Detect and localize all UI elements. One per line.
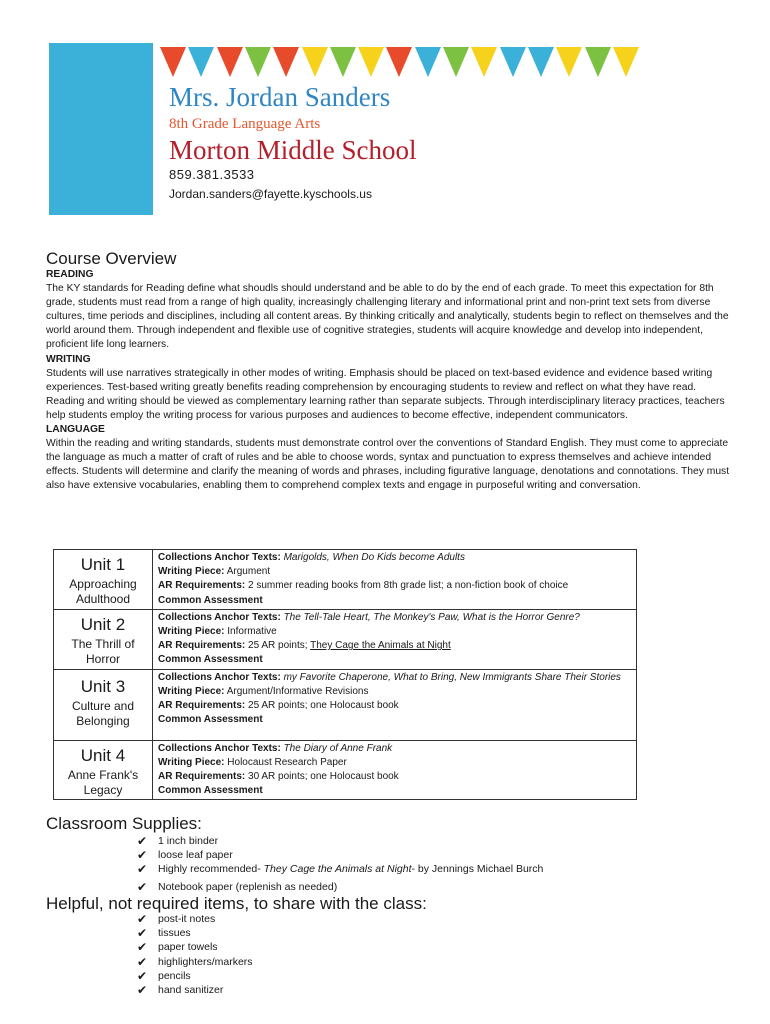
- writing-piece: Argument: [226, 566, 271, 578]
- unit-theme: Culture and Belonging: [71, 698, 135, 728]
- school-name: Morton Middle School: [169, 135, 417, 165]
- ar-label: AR Requirements:: [158, 580, 246, 592]
- unit-details: [153, 740, 637, 800]
- unit-row: [54, 609, 637, 669]
- unit-details: [153, 609, 637, 669]
- checkmark-icon: ✔: [137, 954, 148, 969]
- anchor-texts: my Favorite Chaperone, What to Bring, New Immigrants Share Their Stories: [283, 671, 621, 683]
- course-overview-title: Course Overview: [46, 249, 177, 268]
- units-table: [53, 549, 637, 800]
- reading-heading: READING: [46, 269, 94, 280]
- pennant-flag: [613, 47, 639, 77]
- unit-row: [54, 740, 637, 800]
- ar-label: AR Requirements:: [158, 640, 246, 652]
- list-item: ✔ pencils: [137, 968, 191, 983]
- list-item: ✔ post-it notes: [137, 912, 216, 926]
- common-assessment: Common Assessment: [158, 714, 263, 726]
- writing-label: Writing Piece:: [158, 626, 225, 638]
- pennant-flag: [160, 47, 186, 77]
- pennant-flag: [273, 47, 299, 77]
- pennant-flag: [528, 47, 554, 77]
- unit-details: [153, 550, 637, 610]
- unit-name: Unit 2: [80, 614, 126, 634]
- anchor-label: Collections Anchor Texts:: [158, 552, 281, 563]
- pennant-flag: [443, 47, 469, 77]
- unit-theme: Anne Frank's Legacy: [67, 767, 139, 797]
- unit-row: [54, 669, 637, 740]
- writing-label: Writing Piece:: [158, 566, 225, 578]
- pennant-flag: [217, 47, 243, 77]
- anchor-texts: The Tell-Tale Heart, The Monkey's Paw, What is the Horror Genre?: [283, 611, 580, 623]
- writing-piece: Informative: [227, 626, 277, 638]
- list-item: ✔ highlighters/markers: [137, 954, 253, 969]
- writing-text: Students will use narratives strategically in other modes of writing. Emphasis should be placed on text-based evidence and evidence based writing experiences. Test-based writing greatly benefits reading comprehension by encouraging students to review and reflect on what they have read. Reading and writing should be viewed as complementary learning rather than separate subjects. Through interdisciplinary literacy practices, teachers help students employ the writing process for various purposes and audiences to become effective, independent communicators.: [46, 367, 725, 421]
- unit-theme: The Thrill of Horror: [71, 636, 135, 666]
- ar-label: AR Requirements:: [158, 700, 246, 712]
- unit-name: Unit 3: [80, 676, 126, 696]
- pennant-flag: [471, 47, 497, 77]
- unit-label-cell: [54, 740, 153, 800]
- list-item: ✔ paper towels: [137, 940, 218, 955]
- writing-piece: Holocaust Research Paper: [227, 756, 347, 768]
- ar-label: AR Requirements:: [158, 771, 246, 783]
- checkmark-icon: ✔: [137, 968, 148, 983]
- helpful-items-list: [137, 912, 253, 997]
- pennant-flag: [556, 47, 582, 77]
- ar-requirements: 2 summer reading books from 8th grade list; a non-fiction book of choice: [245, 580, 569, 592]
- ar-requirements: 30 AR points; one Holocaust book: [248, 771, 399, 783]
- unit-details: [153, 669, 637, 740]
- anchor-label: Collections Anchor Texts:: [158, 671, 281, 683]
- checkmark-icon: ✔: [137, 834, 148, 848]
- helpful-items-title: Helpful, not required items, to share with the class:: [46, 894, 427, 913]
- language-heading: LANGUAGE: [46, 424, 105, 436]
- list-item: ✔ loose leaf paper: [137, 848, 233, 863]
- checkmark-icon: ✔: [137, 940, 148, 955]
- email-address[interactable]: Jordan.sanders@fayette.kyschools.us: [169, 187, 372, 201]
- anchor-texts: Marigolds, When Do Kids become Adults: [283, 552, 465, 563]
- common-assessment: Common Assessment: [158, 785, 263, 797]
- list-item: ✔ hand sanitizer: [137, 983, 224, 998]
- pennant-flag: [585, 47, 611, 77]
- pennant-flag: [330, 47, 356, 77]
- list-item: ✔ tissues: [137, 926, 191, 941]
- recommended-book-title: They Cage the Animals at Night: [263, 863, 412, 876]
- pennant-flag: [302, 47, 328, 77]
- unit-row: [54, 550, 637, 610]
- writing-label: Writing Piece:: [158, 685, 225, 697]
- pennant-flag: [386, 47, 412, 77]
- list-item: ✔ Highly recommended- They Cage the Animals at Night- by Jennings Michael Burch: [137, 862, 544, 877]
- checkmark-icon: ✔: [137, 983, 148, 998]
- common-assessment: Common Assessment: [158, 654, 263, 666]
- unit-label-cell: [54, 550, 153, 610]
- ar-requirements: 25 AR points;: [248, 640, 311, 652]
- writing-heading: WRITING: [46, 353, 91, 365]
- unit-name: Unit 4: [80, 745, 126, 765]
- checkmark-icon: ✔: [137, 848, 148, 863]
- writing-piece: Argument/Informative Revisions: [226, 685, 369, 697]
- anchor-label: Collections Anchor Texts:: [158, 611, 281, 623]
- reading-text: The KY standards for Reading define what shoudls should understand and be able to do by the end of each grade. To meet this expectation for 8th grade, students must read from a range of high quality, increasingly challenging literary and informational print and non-print text sets from diverse cultures, time periods and disciplines, including all content areas. By thinking critically and analytically, students begin to reflect on themselves and the world around them. Through independent and flexible use of cognitive strategies, students will acquire knowledge and develop into independent, proficient life long learners.: [46, 283, 729, 351]
- pennant-flag: [500, 47, 526, 77]
- header-color-block: [49, 43, 153, 215]
- checkmark-icon: ✔: [137, 912, 148, 926]
- unit-name: Unit 1: [80, 555, 126, 574]
- checkmark-icon: ✔: [137, 926, 148, 941]
- checkmark-icon: ✔: [137, 862, 148, 877]
- pennant-flag: [245, 47, 271, 77]
- course-subtitle: 8th Grade Language Arts: [169, 116, 321, 132]
- list-item: ✔ Notebook paper (replenish as needed): [137, 879, 338, 894]
- pennant-flag: [415, 47, 441, 77]
- anchor-label: Collections Anchor Texts:: [158, 742, 281, 754]
- pennant-flag: [188, 47, 214, 77]
- checkmark-icon: ✔: [137, 879, 148, 894]
- unit-label-cell: [54, 609, 153, 669]
- classroom-supplies-title: Classroom Supplies:: [46, 814, 202, 833]
- ar-book-link[interactable]: They Cage the Animals at Night: [310, 640, 451, 652]
- list-item: ✔ 1 inch binder: [137, 834, 219, 848]
- pennant-flag: [358, 47, 384, 77]
- common-assessment: Common Assessment: [158, 594, 263, 606]
- anchor-texts: The Diary of Anne Frank: [283, 742, 393, 754]
- language-text: Within the reading and writing standards, students must demonstrate control over the conventions of Standard English. They must come to appreciate the language as much a matter of craft of rules and be able to choose words, syntax and punctuation to express themselves and achieve intended effects. Students will determine and clarify the meaning of words and phrases, including figurative language, denotations and connotations. They must also have extensive vocabularies, enabling them to comprehend complex texts and engage in purposeful writing and conversation.: [46, 438, 730, 492]
- teacher-name: Mrs. Jordan Sanders: [169, 82, 391, 112]
- course-overview: [46, 268, 730, 494]
- unit-theme: Approaching Adulthood: [69, 577, 137, 606]
- unit-label-cell: [54, 669, 153, 740]
- writing-label: Writing Piece:: [158, 756, 225, 768]
- classroom-supplies-list: [137, 834, 543, 894]
- ar-requirements: 25 AR points; one Holocaust book: [248, 700, 399, 712]
- phone-number: 859.381.3533: [169, 167, 255, 182]
